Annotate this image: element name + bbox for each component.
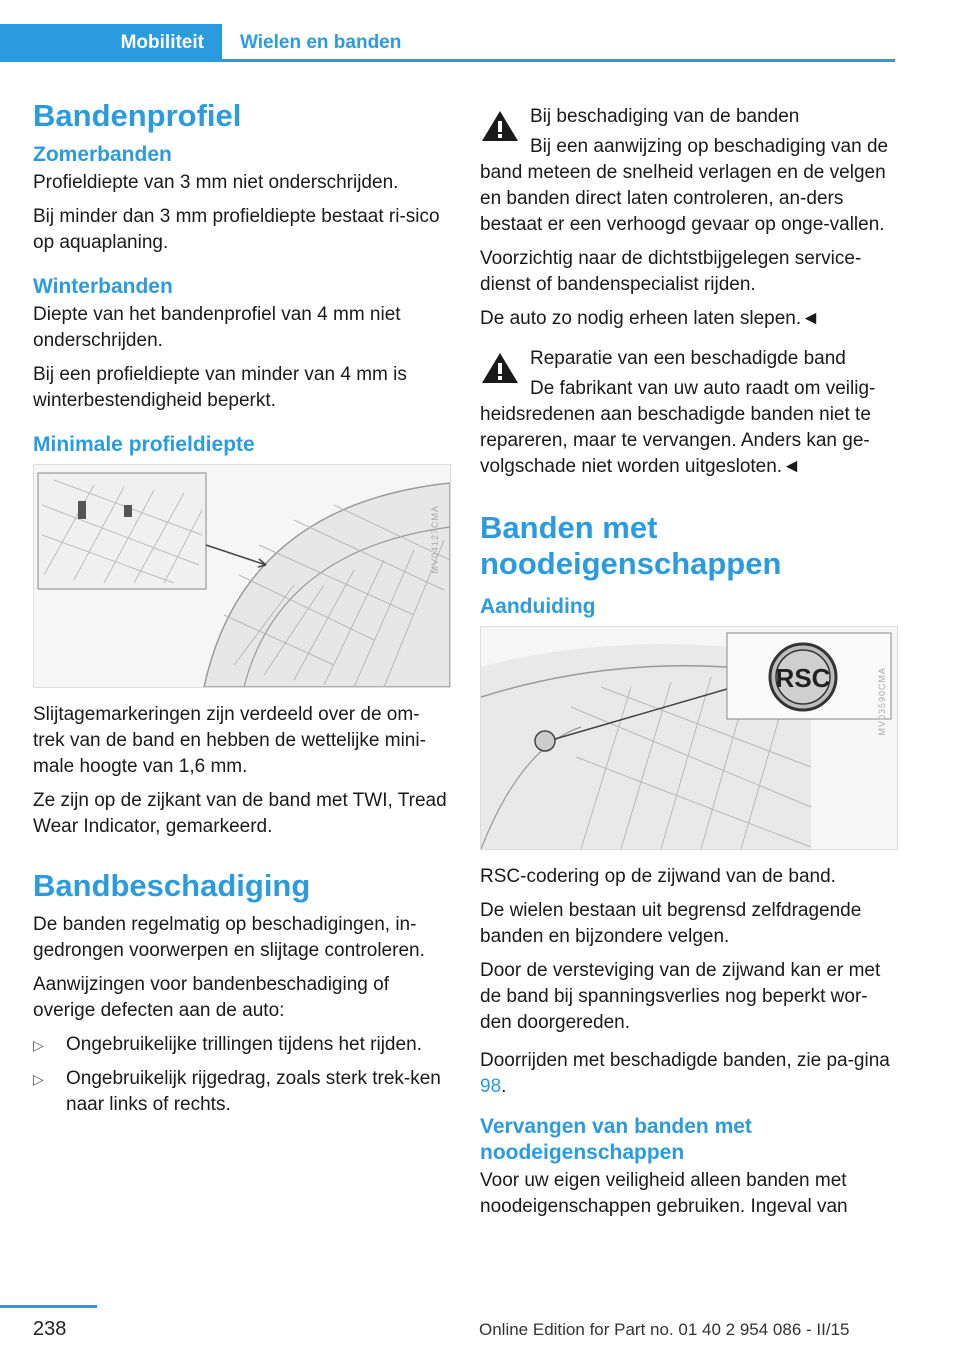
wheels-text: De wielen bestaan uit begrensd zelfdragende banden en bijzondere velgen. <box>480 900 862 947</box>
tab-wielen-en-banden[interactable]: Wielen en banden <box>240 32 402 53</box>
warning-damage <box>480 104 896 130</box>
list-item: ▷ Ongebruikelijk rijgedrag, zoals sterk trek-ken naar links of rechts. <box>33 1068 441 1115</box>
drive-on-text: Doorrijden met beschadigde banden, zie pa-gina 98. <box>480 1050 890 1097</box>
min-text-2: Ze zijn op de zijkant van de band met TWI, Tread Wear Indicator, gemarkeerd. <box>33 790 447 837</box>
warning-damage-p2: Voorzichtig naar de dichtstbijgelegen service-dienst of bandenspecialist rijden. <box>480 248 862 295</box>
warning-repair-text: De fabrikant van uw auto raadt om veilig-heidsredenen aan beschadigde banden niet te repareren, maar te vervangen. Anders kan ge-volgschade niet worden uitgesloten.◄ <box>480 378 876 477</box>
right-column <box>480 104 896 1228</box>
warning-repair-title: Reparatie van een beschadigde band <box>530 348 846 369</box>
bullet-marker-icon: ▷ <box>33 1037 44 1053</box>
reinforce-text: Door de versteviging van de zijwand kan er met de band bij spanningsverlies nog beperkt wor-den doorgereden. <box>480 960 881 1033</box>
winter-text-1: Diepte van het bandenprofiel van 4 mm niet onderschrijden. <box>33 304 401 351</box>
warning-repair <box>480 346 896 372</box>
rsc-text: RSC-codering op de zijwand van de band. <box>480 866 836 887</box>
damage-text-2: Aanwijzingen voor bandenbeschadiging of overige defecten aan de auto: <box>33 974 389 1021</box>
warning-triangle-icon <box>480 350 520 386</box>
heading-vervangen: Vervangen van banden met noodeigenschappen <box>480 1115 752 1164</box>
rsc-logo-text: RSC <box>775 663 831 693</box>
replace-text: Voor uw eigen veiligheid alleen banden met noodeigenschappen gebruiken. Ingeval van <box>480 1170 848 1217</box>
warning-triangle-icon <box>480 108 520 144</box>
header-rule <box>222 59 895 62</box>
heading-bandenprofiel: Bandenprofiel <box>33 98 242 133</box>
page-98-link[interactable]: 98 <box>480 1076 502 1097</box>
winter-text-2: Bij een profieldiepte van minder van 4 mm is winterbestendigheid beperkt. <box>33 364 407 411</box>
heading-bandbeschadiging: Bandbeschadiging <box>33 868 311 903</box>
min-text-1: Slijtagemarkeringen zijn verdeeld over de om-trek van de band en hebben de wettelijke mini-male hoogte van 1,6 mm. <box>33 704 426 777</box>
tab-mobiliteit[interactable]: Mobiliteit <box>0 24 222 62</box>
tire-tread-illustration <box>34 465 450 687</box>
heading-banden-met-noodeigenschappen: Banden met noodeigenschappen <box>480 510 782 581</box>
heading-winterbanden: Winterbanden <box>33 275 173 298</box>
bullet-marker-icon: ▷ <box>33 1071 44 1087</box>
edition-footer: Online Edition for Part no. 01 40 2 954 086 - II/15 <box>479 1320 850 1339</box>
warning-damage-title: Bij beschadiging van de banden <box>530 106 800 127</box>
page-number-rule <box>0 1305 97 1308</box>
summer-text-2: Bij minder dan 3 mm profieldiepte bestaat ri-sico op aquaplaning. <box>33 206 440 253</box>
damage-bullet-list <box>33 1032 449 1118</box>
damage-text-1: De banden regelmatig op beschadigingen, in-gedrongen voorwerpen en slijtage controleren. <box>33 914 425 961</box>
figure-code: MV04127CMA <box>430 505 440 574</box>
heading-aanduiding: Aanduiding <box>480 595 596 618</box>
heading-zomerbanden: Zomerbanden <box>33 143 172 166</box>
rsc-tire-illustration <box>481 627 897 849</box>
list-item: ▷ Ongebruikelijke trillingen tijdens het rijden. <box>33 1032 449 1058</box>
summer-text-1: Profieldiepte van 3 mm niet onderschrijden. <box>33 172 399 193</box>
heading-minimale-profieldiepte: Minimale profieldiepte <box>33 433 255 456</box>
left-column <box>33 98 449 1126</box>
header-tabs <box>0 24 895 62</box>
tread-wear-figure <box>33 464 451 688</box>
warning-damage-p3: De auto zo nodig erheen laten slepen.◄ <box>480 308 820 329</box>
page-number: 238 <box>33 1318 67 1340</box>
warning-damage-text: Bij een aanwijzing op beschadiging van de band meteen de snelheid verlagen en de velgen en banden direct laten controleren, an-ders bestaat er een verhoogd gevaar op onge-vallen. <box>480 136 889 235</box>
rsc-marking-figure <box>480 626 898 850</box>
figure-code: MV03590CMA <box>877 667 887 736</box>
